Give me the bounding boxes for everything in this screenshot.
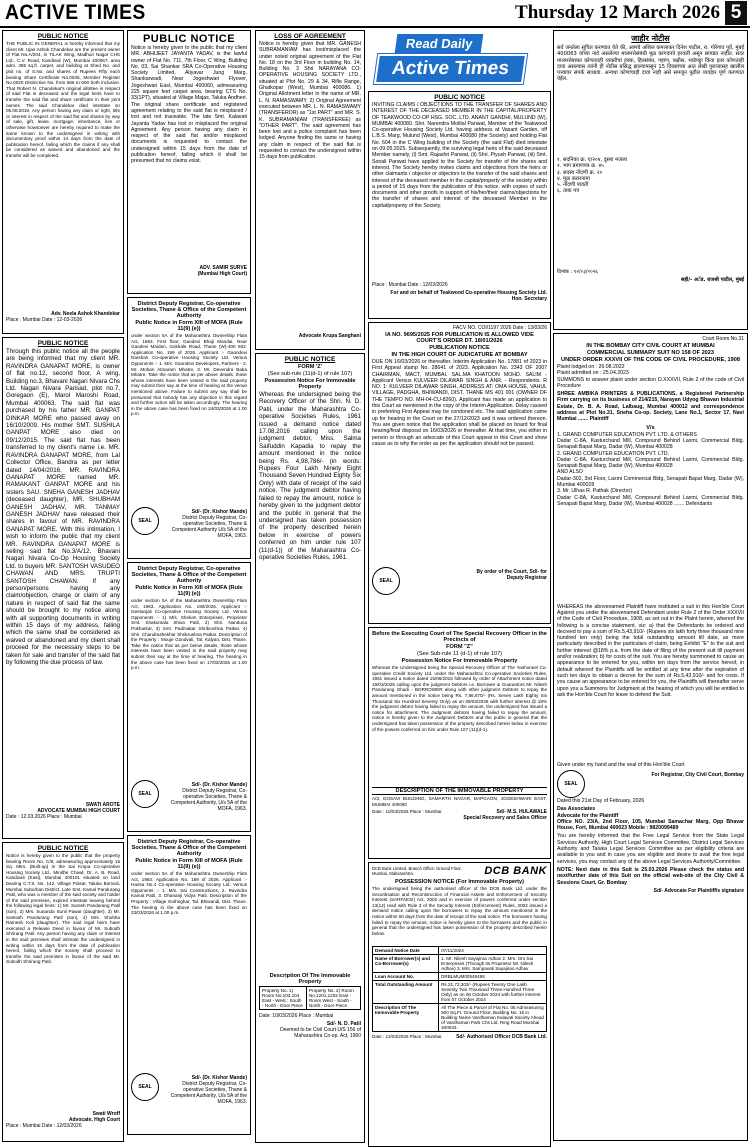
publication-notice-heading: PUBLICATION NOTICE: [429, 345, 490, 351]
notice-signature: Sd/- (Dr. Kishor Mande): [191, 1075, 247, 1081]
read-daily-bottom: Active Times: [374, 54, 527, 84]
plaintiff-details: SHREE AMBIKA PRINTERS & PUBLICATIONS, a Registered Partnership Firm carrying on its business of 214/215, Narayan Udyog Bhavan Industrial Estate, Dr. B. A. Road, Lalbaug, Mumbai 400012 and correspondence address at Plot No.31, Sneha Co-op. Society, Lane No.1, Sector 17, Navi Mumbai ....... Plaintiff: [557, 391, 746, 423]
column-4: [368, 30, 551, 1144]
masthead: [0, 0, 750, 28]
free-legal-services: You are hereby informed that the Free Legal Service from the State Legal Services Authority, High Court Legal Services Committee, District Legal Services Authority and Taluka Legal Services Committee as per eligibility criteria are available to you and in case you are eligible and desire to avail the free legal services, you may contact any of the above Legal Services Authority/Committee.: [557, 833, 746, 865]
court-name: IN THE HIGH COURT OF JUDICATURE AT BOMBAY: [391, 352, 528, 358]
next-date-note: NOTE: Next date in this Suit is 25.03.2026 Please check the status and next/further date of this Suit on the official web-site of the City Civil & Sessions Court, Gr. Bombay: [557, 866, 746, 886]
notice-title: Public Notice in Form XIII of MOFA (Rule 11(9) (e)): [135, 858, 243, 870]
notice-place-date: Place : Mumbai Date : 12/03/2026: [6, 1123, 82, 1129]
notice-signature: Adv. Neela Ashok Khandekar: [51, 311, 120, 317]
paper-name: ACTIVE TIMES: [5, 1, 146, 24]
defendant-details: 1. GRAND COMPUTER EDUCATION PVT. LTD. & OTHERS Dadar C-8A, Kasturchand Mill, Compound Behind Laxmi, Commercial Bldg. Senapati Bapat Marg, Dadar (W), Mumbai 400028 2. GRAND COMPUTER EDUCATION PVT. LTD. Dadar C-8A, Kasturchand Mill, Compound Behind Laxmi, Commercial Bldg. Senapati Bapat Marg, Dadar (W), Mumbai 400028 AND ALSO Dadar-302, 3rd Floor, Laxmi Commercial Bldg, Senapati Bapat Marg, Dadar (W), Mumbai 400028 3. Mr. Ulhas R. Pathak (Director) Dadar C-8A, Kasturchand Mill, Compound Behind Laxmi, Commercial Bldg. Senapati Bapat Marg, Dadar (W), Mumbai 400028 ....... Defendants: [557, 431, 744, 507]
dcb-bank-possession-notice: [368, 862, 551, 1147]
mofa-notice-3: [127, 835, 251, 1135]
seal-icon: SEAL: [131, 1073, 159, 1101]
form-heading: Possession Notice For Immovable Property: [401, 658, 518, 664]
column-5: [553, 30, 748, 1144]
dcb-row-label: Total Outstanding Amount: [373, 981, 439, 1004]
read-daily-banner: [368, 30, 551, 88]
notice-signature: ADV. SAMIR SURVE: [199, 265, 247, 271]
notice-place-date: Date : 12/03/2026 Place : Mumbai: [372, 1034, 442, 1039]
seal-icon: SEAL: [131, 507, 159, 535]
dcb-row-label: Description Of The Immovable Property: [373, 1004, 439, 1032]
suit-number: COMMERCIAL SUMMARY SUIT NO 158 OF 2023: [586, 350, 715, 356]
court-room: Court Room No.31: [702, 336, 744, 342]
registrar-signature: For Registrar, City Civil Court, Bombay: [651, 771, 744, 778]
given-under-hand: Given under my hand and the seal of this Hon'ble Court: [557, 761, 685, 768]
notice-body: under section 5A of the Maharashtra Ownership Flats Act, 1963. Application No. 190/2026. Applicant :- Geetanjali Co-operative Housing Society Ltd. Versus Opponents :- 1) M/s. Shelum Enterprises, Proprietor Smt. Shakuntala Shiva Patil, 2) Shri. Nanduna Pokharkar, 3) Smt. Padmakar Shrikrushna Patkar, 4) Shri. Chandrashekhar Shrikrushna Patkar. Description of the Property : Mouje Gondvali, Tal. Kalyan, Dist. Thane. Take the notice that as per below details, those whose interests have been vested in the said property may submit their say at the time of hearing. The hearing in the above case has been fixed on 17/03/2026 at 1.00 p.m.: [131, 598, 249, 671]
notice-heading: Before the Executing Court of The Special Recovery Officer in the Precincts of: [372, 631, 547, 643]
society-claims-notice: [368, 91, 551, 319]
property-description-title: Description Of The Immovable Property: [269, 973, 351, 985]
dcb-table-row: [373, 973, 547, 981]
suit-meta: Plaint lodged on : 26.08.2022 Plaint admitted on : 25.04.2023 SUMMONS to answer plaint under section O.XXXVII, Rule 2 of the code of Civil Procedure: [557, 364, 744, 389]
notice-body: under section 5A of the Maharashtra Ownership Flats Act, 1963. First floor, Gaodevi Bhaji Mandai, Near Gaodevi Maidan, Gokhale Road, Thane (W)-400 602. Application No. 199 of 2026. Applicant :- Gaondevi Darshan Co-operative Housing Society Ltd. Versus Opponents :- 1. M/s. Gaondevi Developers, Partners - 2. Mr. Mohan Atmaram Mhatre, 3. Mr. Devendra Baba Mhatre. Take the notice that as per above details, those whose interests have been vested in the said property may submit their say at the time of hearing at the venue mentioned above. Failure to submit any say shall be presumed that nobody has any objection in this regard and further action will be taken accordingly. The hearing in the above case has been fixed on 24/03/2026 at 1.00 p.m.: [131, 333, 249, 417]
seal-icon: SEAL: [557, 770, 585, 798]
dcb-row-label: Demand Notice Date: [373, 947, 439, 955]
notice-body: INVITING CLAIMS / OBJECTIONS TO THE TRANSFER OF SHARES AND INTEREST OF THE DECEASED MEMBER IN THE CAPITAL/PROPERTY OF TEAKWOOD CO-OP HSG. SOC. LTD. ANANT GANDHI, MULUND (W), MUMBAI 400080. Shri. Narendra Motilal Panwat, Member of the Teakwood Co-operative Housing Society Ltd. having address at Vasant Garden, off L.B.S. Marg, Mulund (West), Mumbai 400080 (the Society) and holding Flat No. 604 in the C Wing building of the Society (the said Flat) died intestate on 09.05.2025. Subsequently, the surviving legal heirs of the said deceased Member namely, (i) Smt. Rajashri Panwat, (ii) Shri. Piyush Panwat, (iii) Smt. Sonali Panwat have applied to the Society for transfer of the shares and interest. The Society hereby invites claims and objections from the heirs or other claimants / objector or objectors to the transfer of the said shares and interest of the deceased member in the capital/property of the society within a period of 15 days from the publication of this notice, with copies of such documents and other proofs in support of his/her/their claims/objections for the transfer of shares and interest of the deceased Member in the capital/property of the Society.: [372, 102, 549, 209]
case-reference: FACV NO. COI/1197 2026 Date : 13/03/26: [453, 325, 547, 331]
notice-body: Whereas the Undersigned being the Special Recovery Officer of The Yashoneel Co-operative Credit Society Ltd. under the Maharashtra Co-operative Societies Rules, 1961 issued a notice dated 15/06/2018 followed by order of Attachment notice dated 19/03/2025 calling upon the judgment Debtors i.e. Borrower & Guarantors Mr. Nilesh Pandurang Ghadi - BORROWER along with other judgment Debtors to repay the amount mentioned in the notice being Rs. 7,86,670/- (Rs. Seven Lakh Eighty Six Thousand Six Hundred Seventy Only) as on 09/03/2026 with further interest @ 18% the judgment debtor having failed to repay the amount, the undersigned has issued a notice for attachment. The Judgment debtors having failed to repay the amount, notice is hereby given to the Judgment Debtors and the public in general that the undersigned has taken possession of the property described herein below in exercise of the powers conferred on him under Rule 107 (11)(d-1).: [372, 665, 549, 732]
notice-signature: Sd/- Authorised Officer DCB Bank Ltd.: [456, 1034, 547, 1040]
document-list: १. सदनिका क्र. ए/२०४, दुसरा मजला २. भाग प्रमाणपत्र क्र. ४५ ३. सदस्य नोंदणी क्र. २० ४. मूळ करारनामा ५. नोंदणी पावती ६. ताबा पत्र: [557, 157, 627, 195]
property-description: A/3, GOSAVI BUILDING, SAMARTH NAGAR, BAPGAON, JOGESHWARI EAST, MUMBAI 400060: [372, 796, 549, 807]
public-notice-2: [2, 337, 124, 839]
notice-title: PUBLIC NOTICE: [37, 845, 89, 852]
dcb-table-row: [373, 1004, 547, 1032]
read-daily-top: Read Daily: [395, 34, 484, 53]
high-court-publication-notice: [368, 322, 551, 624]
dcb-row-value: DRBLMUM00548498: [439, 973, 547, 981]
notice-signature-title: Advocate, High Court: [68, 1117, 120, 1123]
dcb-row-value: 07/11/2024: [439, 947, 547, 955]
notice-title: PUBLIC NOTICE: [284, 356, 336, 363]
notice-place-date: Date : 10/03/2026 Place : Mumbai: [372, 809, 442, 815]
seal-row: [131, 780, 247, 812]
notice-title: PUBLIC NOTICE: [37, 340, 89, 347]
special-recovery-possession-notice: [368, 627, 551, 859]
form-title: FORM "Z": [446, 644, 473, 650]
seal-row: [131, 1073, 247, 1105]
notice-body: Through this public notice all the people are being informed that my client MR. RAVINDRA GANAPAT MORE, is owner of flat no.12, second floor, A wing, Building no.3, Bhavani Nagari Nivara Chs Ltd. Nagari Nivara Parisad, plot no.7, Goregaon (E), Marol Maroshi Road, Mumbai 400063. The said flat was purchased by his father MR. GANPAT DINKAR MORE who passed away on 16/10/2009. His mother SMT. SUSHILA GANPAT MORE also died on 09/12/2015. The said flat has been transferred to my client's name i.e. MR. RAVINDRA GANAPAT MORE, from Lal Collector Office, Bandra as per letter dated 14/04/2016. MR. RAVINDRA GANAPAT MORE named MR. RAMAKANT GANPAT MORE and his sisters SAU. SNEHA GANESH JADHAV (deceased daughter), MR. SHUBHAM GANESH JADHAV, MR. TANMAY GANESH JADHAV have released their shares in favour of MR. RAVINDRA GANAPAT MORE. With this intimation, I wish to inform the public that my client MR. RAVINDRA GANAPAT MORE is selling said flat No.3/A/12, Bhavani Nagari Nivara Co-Op Housing Society Ltd. to buyers MR. SANTOSH VASUDEO CHAWAN AND MRS. TRUPTI SANTOSH CHAWAN. If any person/persons having any claim/objection, charge or claim of any nature in respect of said flat the same should be brought to my notice along with all supporting documents in writing within 15 days of my address, failing which the same shall be considered as waived or abandoned and my client shall proceed for the necessary steps to be taken for sale and transfer of the said flat by following the due process of law.: [6, 348, 122, 667]
notice-body: under section 5A of the Maharashtra Ownership Flats Act, 1963. Application No. 189 of 2026. Applicant :- Hansa No.4 Co-operative Housing Society Ltd. Versus Opponents :- 1. M/s. Sai Constructions, 2. Ravindra Kamal Patil, 3. Dhananji Vidya Patil. Description of the Property : Village Gotheghar, Tal. Bhiwandi, Dist. Thane. The hearing in the above case has been fixed on 23/03/2026 at 1.00 p.m.: [131, 871, 249, 916]
seal-icon: SEAL: [131, 780, 159, 808]
column-1: [2, 30, 124, 1144]
notice-body: Notice is hereby given to the public that my client MR. ABHIJEET JAYANTA YADAV, is the lawful owner of Flat No. 711, 7th Floor, C Wing, Building No. 03, Sai Shankar SRA Co-Operative Housing Society Limited, Aliyavar Jung Marg, Shankarwadi, Near Jogeshwari Flyover, Jogeshwari East, Mumbai 400060, admeasuring 225 square feet carpet area, bearing CTS No. 33(1PT), situated at Village Majas, Taluka Andheri. The original share certificate and registered agreement relating to the said flat is misplaced / lost and not traceable. The late Smt. Kalavati Jayanta Yadav has lost or misplaced the original Agreement. Any person having any claim in respect of the said flat and/or misplaced documents is requested to contact the undersigned within 15 days from the date of publication hereof, failing which it shall be presumed that no claims exist.: [131, 45, 249, 165]
notice-body: DUE ON 16/03/2026 or thereafter. Interim Application No. 17881 of 2023 in First Appeal stamp No. 28641 of 2023. Application No. 2343 OF 2007 CHAIRMAN, MACT, MUMBAI. SAL.MA KHATOON MOHD. SALIM - Applicant Versus KULVEER DILAWAR SINGH & ANR. - Respondents. R NO. 1: KULVEER DILAWAR SINGH, ADDRESS AT: OMA HOUSE, VAHUL VILLAGE, PADGHA, BHIWANDI, DIST. THANE MS 401 001 (OWNER OF THE TEMPO NO. MH-04-CU-8260). Applicant has made an application to this Court as mentioned in the copy of the Interim Application. Delay caused in preferring First Appeal may be condoned etc. The said application came up for hearing in the Court on the 27/12/2023 and it was ordered thereon. You are given notice that the application shall be placed on board for final hearing/final disposal on 16/03/2026 or thereafter. At that time, you either in person or through an advocate of this Court appear in this Court and show cause as to why the order as per the application should not be passed.: [372, 359, 549, 447]
mofa-notice-2: [127, 562, 251, 832]
notice-signature: Advocate Krupa Sanghani: [298, 333, 361, 339]
notice-signature-title: Hon. Secretary: [511, 296, 547, 302]
suit-order: UNDER ORDER XXXVII OF THE CODE OF CIVIL PROCEDURE, 1908: [561, 357, 740, 363]
form-rule: (See sub-rule (11(d-1) of rule 107): [267, 371, 353, 377]
summons-body: WHEREAS the abovenamed Plaintiff have instituted a suit in this Hon'ble Court Against you under the abovenamed Defendant under Rule 2 of the Order XXXVII of the Code of Civil Procedure, 1908, as set out in the Plaint herein, whereof the following is a concise statement, viz: a) that the Defendants be ordered and decreed to pay a sum of Rs.5,43,910/- (Rupees six lakh forty three thousand nine hundred ten only) being the total outstanding amount till date, as more particularly described in the particulars of claim, being Exhibit "E" to the suit and further interest @18% p.a. from the date of filing of the present suit till payment and/or realization; b) for costs of the suit. You are hereby summoned to cause an appearance to be entered for you, within ten days from the service hereof, in default whereof the Plaintiffs will be entitled at any time after the expiration of such ten days to obtain a decree for the sum of Rs.5,43,910/- and for costs. If you cause an appearance to be entered for you, the Plaintiffs will thereafter serve upon you a Summons for Judgment at the hearing of which you will be entitled to ask the Hon'ble Court for leave to defend the Suit.: [557, 603, 746, 698]
advocate-details: Das Associates Advocate for the Plaintiff Office NO. 23/A, 2nd Floor, 105, Mumbai Samachar Marg, Opp Bhavar House, Fort, Mumbai 400023 Mobile : 9820099489: [557, 806, 744, 832]
property-table: [259, 986, 361, 1010]
seal-row: [372, 567, 547, 595]
notice-body: Notice is hereby given that MR. GANESH SUBRAMANIAM has lost/misplaced the under noted original agreement of the Flat No. 18 on the 3rd Floor in building No. 14, Building No. 3 Shri NARAYANA CO-OPERATIVE HOUSING SOCIETY LTD., situated at Plot No. 29 & 34, Rifle Range, Ghatkopar (West), Mumbai 400086. 1) Original Allotment letter in the name of MR. L. N. RAMASWAMY. 2) Original Agreement executed between MR. L. N. RAMASWAMY (TRANSFEROR) as "1st PART" and MR. S. K. SUBRAMANIAM (TRANSFEREE) as "OTHER PART". The said agreement has been lost and a police complaint has been lodged. Anyone finding the same or having any claim in respect of the said flat is requested to contact the undersigned within 15 days from publication.: [259, 41, 363, 161]
notice-signature: For and on behalf of Teakwood Co-operative Housing Society Ltd.: [390, 290, 547, 296]
notice-signature-title: Deemed to be Civil Court U/S 156 of Maharashtra Co-op. Act, 1960: [280, 1027, 361, 1039]
dcb-header: [372, 865, 547, 877]
dcb-row-value: All The Piece & Parcel of Flat No. 05 Admeasuring 500 Sq.Ft. Ground Floor, Building No. 16 in Building Name Vardhaman Kalavati Society Ahead of Vardhaman Park Chs Ltd, Ring Road Mumbai 400043.: [439, 1004, 547, 1032]
notice-title: Public Notice in Form XIII of MOFA (Rule 11(9) (e)): [135, 320, 243, 332]
notice-title: Public Notice in Form XIII of MOFA (Rule 11(9) (e)): [135, 585, 243, 597]
paper-date: Thursday 12 March 2026: [515, 2, 720, 23]
dcb-row-label: Loan Account No.: [373, 973, 439, 981]
dcb-details-table: [372, 946, 547, 1032]
notice-signature: SWATI AROTE: [85, 802, 120, 808]
read-daily-logo: [372, 34, 548, 84]
public-notice-1: [2, 30, 124, 334]
form-heading: Possession Notice For Immovable Property: [264, 378, 356, 390]
dcb-row-value: 1. Mr. Nilesh Sayajirao Adhav 2. Mrs. Om Sai Enterprises (Through its Proprietor Mr. Nilesh Adhav) 3. Mrs. Sampavati Sayajirao Adhav: [439, 955, 547, 973]
property-2: Property No. 2) Room No.1201,1202 East - Room West - South - North - Door Piece: [306, 987, 360, 1010]
notice-place-date: Place : Mumbai Date : 12/03/2026: [372, 282, 448, 288]
notice-signature: Swati Wroff: [92, 1111, 120, 1117]
dcb-bank-logo: DCB BANK: [484, 865, 547, 877]
dcb-table-row: [373, 955, 547, 973]
seal-icon: SEAL: [372, 567, 400, 595]
notice-signature: Sd/- (Dr. Kishor Mande): [191, 509, 247, 515]
notice-signature: सही/- अॅड. राजश्री पाटील, मुंबई: [681, 277, 744, 283]
notice-title: PUBLIC NOTICE: [37, 33, 89, 40]
notice-place-date: Date : 12.03.2026 Place : Mumbai: [6, 814, 82, 820]
seal-row: [131, 507, 247, 539]
dcb-row-label: Name of Borrower(s) and Co-Borrower(s): [373, 955, 439, 973]
notice-signature-title: District Deputy Registrar, Co-operative Societies, Thane & Competent Authority, U/s 5A of the MOFA, 1963.: [170, 788, 247, 812]
loss-of-agreement-notice: [255, 30, 365, 350]
column-2: [127, 30, 251, 1144]
form-title: FORM 'Z': [297, 364, 323, 370]
dcb-table-row: [373, 947, 547, 955]
versus-label: V/s: [646, 424, 655, 431]
notice-body: The undersigned being the authorised officer of the DCB Bank Ltd. under the Securitisation and Reconstruction of Financial Assets and Enforcement of Security Interest (SARFAESI) Act, 2002 and in exercise of powers conferred under section 13(12) read with Rule 3 of the Security Interest (Enforcement) Rules, 2002 issued a demand notice calling upon the borrowers to repay the amount mentioned in the notice within 60 days from the date of receipt of the said notice. The borrowers having failed to repay the amount, notice is hereby given to the borrowers and the public in general that the undersigned has taken possession of the property described herein below.: [372, 886, 549, 936]
dcb-table-row: [373, 981, 547, 1004]
public-notice-lost-documents: [127, 30, 251, 294]
dcb-address: DCB Bank Limited. Branch Office: Ground Floor, Mumbai, Maharashtra.: [372, 866, 462, 876]
notice-heading: District Deputy Registrar, Co-operative Societies, Thane & Office of the Competent Authority: [131, 301, 247, 319]
property-1: Property No. 1) Room No.103,104 East - West : South - North - Door Piece: [260, 987, 307, 1010]
dcb-row-value: Rs.21,72,303/- (Rupees Twenty One Lakh Seventy Two Thousand Three Hundred Three Only) as on 06 October 2024 with further interest from 07 October 2024: [439, 981, 547, 1004]
notice-title: IN THE BOMBAY CITY CIVIL COURT AT MUMBAI: [586, 343, 715, 349]
notice-title: PUBLIC NOTICE: [142, 33, 236, 45]
marathi-public-notice: [553, 30, 748, 330]
notice-title: POSSESSION NOTICE (For Immovable Property): [395, 879, 524, 885]
notice-signature-title: Special Recovery and Sales Officer: [463, 815, 547, 822]
notice-body: THE PUBLIC IN GENERAL is hereby informed that my client Mr. Ujas Ashok Chandekar are the present owner of Flat No.A/204, in TILAK Wing, Madhuri Nagar CHS Ltd., C.V. Road, Kandivali (W), Mumbai 400067, area adm. 395 sq.ft. carpet, and building at Shed No. and plot no. of S.No. and shares of Rupees Fifty each bearing Share Certificate No.0045, Member Register No.0020 Distinctive No. from 566 to 600 both inclusive. That Robert N. Chandekar's original allottee in respect of said Flat is deceased and the legal heirs have to transfer the said flat and share certificate in their joint names. The said Chandekar died intestate on 05.08.2019. Any person having any claim or right, title or interest in respect of the said flat and shares by way of sale, gift, lease, mortgage, inheritance, lien or otherwise howsoever are hereby required to make the same known to the undersigned in writing with documentary proof within 14 days from the date of publication hereof, failing which the claims if any shall be considered as waived and abandoned and the transfer will be completed.: [6, 41, 122, 158]
notice-title: जाहीर नोटीस: [631, 34, 670, 43]
signature-row: [372, 1034, 547, 1040]
notice-heading: District Deputy Registrar, Co-operative Societies, Thane & Office of the Competent Authority: [131, 566, 247, 584]
notice-body: Notice is hereby given to the public that the property bearing Room No. C/8, admeasuring approximately 15 Sq. Mtrs. (Built-up) in the Sai Krupa Co-operative Housing Society Ltd., Mindhe Chawl, Dr. A. B. Road, Kandivali (East), Mumbai 400101 situated on land bearing C.T.S. No. 142, Village Poisar, Taluka Borivali, Mumbai Suburban District. Late Smt. Kamal Pandurang Patil, who was a member of the said society and holder of the said premises, expired intestate leaving behind the following legal heirs: 1) Mr. Suresh Pandurang Patil (son), 2) Mrs. Sunanda Sunil Pawar (daughter), 3) Mr. Santosh Pandurang Patil (son), 4) Mrs. Shobha Ramesh Koli (daughter). The said legal heirs have executed a Release Deed in favour of Mr. Subodh Shrirang Patil. Any person having any claim or interest in the said premises shall intimate the undersigned in writing within 15 days from the date of publication hereof, failing which the society shall proceed to transfer the said premises in favour of the said Mr. Subodh Shrirang Patil.: [6, 853, 122, 965]
advocate-signature: Sd/- Advocate For Plaintiff/s signature: [653, 887, 744, 894]
notice-place-date: Date: 10/03/2026 Place : Mumbai: [259, 1013, 334, 1019]
page-number: 5: [725, 1, 747, 25]
notice-signature: Sd/- (Dr. Kishor Mande): [191, 782, 247, 788]
notice-signature-title: ADVOCATE MUMBAI HIGH COURT: [37, 808, 120, 814]
notice-body: Whereas the undersigned being the Recovery Officer of the Shri. N. D. Patil, under the Maharashtra Co-operative Societies Rules, 1961 issued a demand notice dated 17.08.2016 calling upon the judgment debtor, Miss. Salma Saifuddin Kapadia to repay the amount mentioned in the notice being Rs. 4,98,786/- (in words: Rupees Four Lakh Ninety Eight Thousand Seven Hundred Eighty Six Only) with date of receipt of the said notice. The judgment debtor having failed to repay the amount, notice is hereby given to the judgment debtor and the public in general that the undersigned has taken possession of the property described herein below in exercise of powers conferred on him under rule 107 (11(d-1)) of the Maharashtra Co-operative Societies Rules, 1961.: [259, 391, 363, 561]
notice-body: सर्व जनतेला सूचित करण्यात येते की, आमचे अशिल कमलाकर दिनेश पाटील, रा. गोरेगाव पूर्व, मुंबई 400063 यांच्या नावे असलेल्या मालमत्तेसंबंधी मूळ कागदपत्रे हरवली असून सापडत नाहीत. सदर मालमत्तेबाबत कोणत्याही व्यक्तीचा हक्क, हितसंबंध, गहाण, बक्षीस, भाडेपट्टा किंवा इतर कोणताही दावा असल्यास त्यांनी ही नोटीस प्रसिद्ध झाल्यापासून 15 दिवसांच्या आत लेखी पुराव्यासह खालील पत्त्यावर संपर्क साधावा. अन्यथा कोणाचाही दावा नाही असे समजून पुढील व्यवहार पूर्ण करण्यात येईल.: [557, 45, 746, 83]
notice-signature-title: District Deputy Registrar, Co-operative Societies, Thane & Competent Authority U/s 5A of the MOFA, 1963.: [171, 515, 247, 539]
notice-date: दिनांक : १२/०३/२०२६: [557, 269, 598, 275]
dated-line: Dated this 21st Day of February, 2026: [557, 797, 645, 804]
public-notice-3: [2, 842, 124, 1142]
signature-row: [372, 809, 547, 821]
column-3: [255, 30, 365, 1144]
form-rule: (See Sub-rule 11 (d-1) of rule 107): [416, 651, 503, 657]
notice-signature-title: (Mumbai High Court): [197, 271, 247, 277]
notice-title: PUBLIC NOTICE: [434, 94, 485, 101]
notice-signature: Sd/- N. D. Patil: [326, 1021, 361, 1027]
notice-place-date: Place : Mumbai Date : 12-03-2026: [6, 317, 83, 323]
city-civil-court-summons: [553, 333, 748, 1141]
notice-title: IA NO. 9695/2025 FOR PUBLICATION IS ALLOWED VIDE COURT'S ORDER DT. 18/01/2026: [385, 332, 534, 344]
notice-signature: By order of the Court, Sd/- for Deputy Registrar: [476, 569, 547, 581]
possession-notice-form-z: [255, 353, 365, 1143]
notice-title: LOSS OF AGREEMENT: [274, 33, 346, 40]
notice-signature-title: District Deputy Registrar, Co-operative Societies, Thane & Competent Authority, U/s 5A of the MOFA, 1963.: [170, 1081, 247, 1105]
notice-signature: Sd/- M.S. HULAWALE: [496, 809, 547, 816]
seal-row: [557, 770, 744, 798]
property-description-title: DESCRIPTION OF THE IMMOVABLE PROPERTY: [372, 787, 547, 795]
mofa-notice-1: [127, 297, 251, 559]
notice-heading: District Deputy Registrar, Co-operative Societies, Thane & Office of the Competent Authority: [131, 839, 247, 857]
